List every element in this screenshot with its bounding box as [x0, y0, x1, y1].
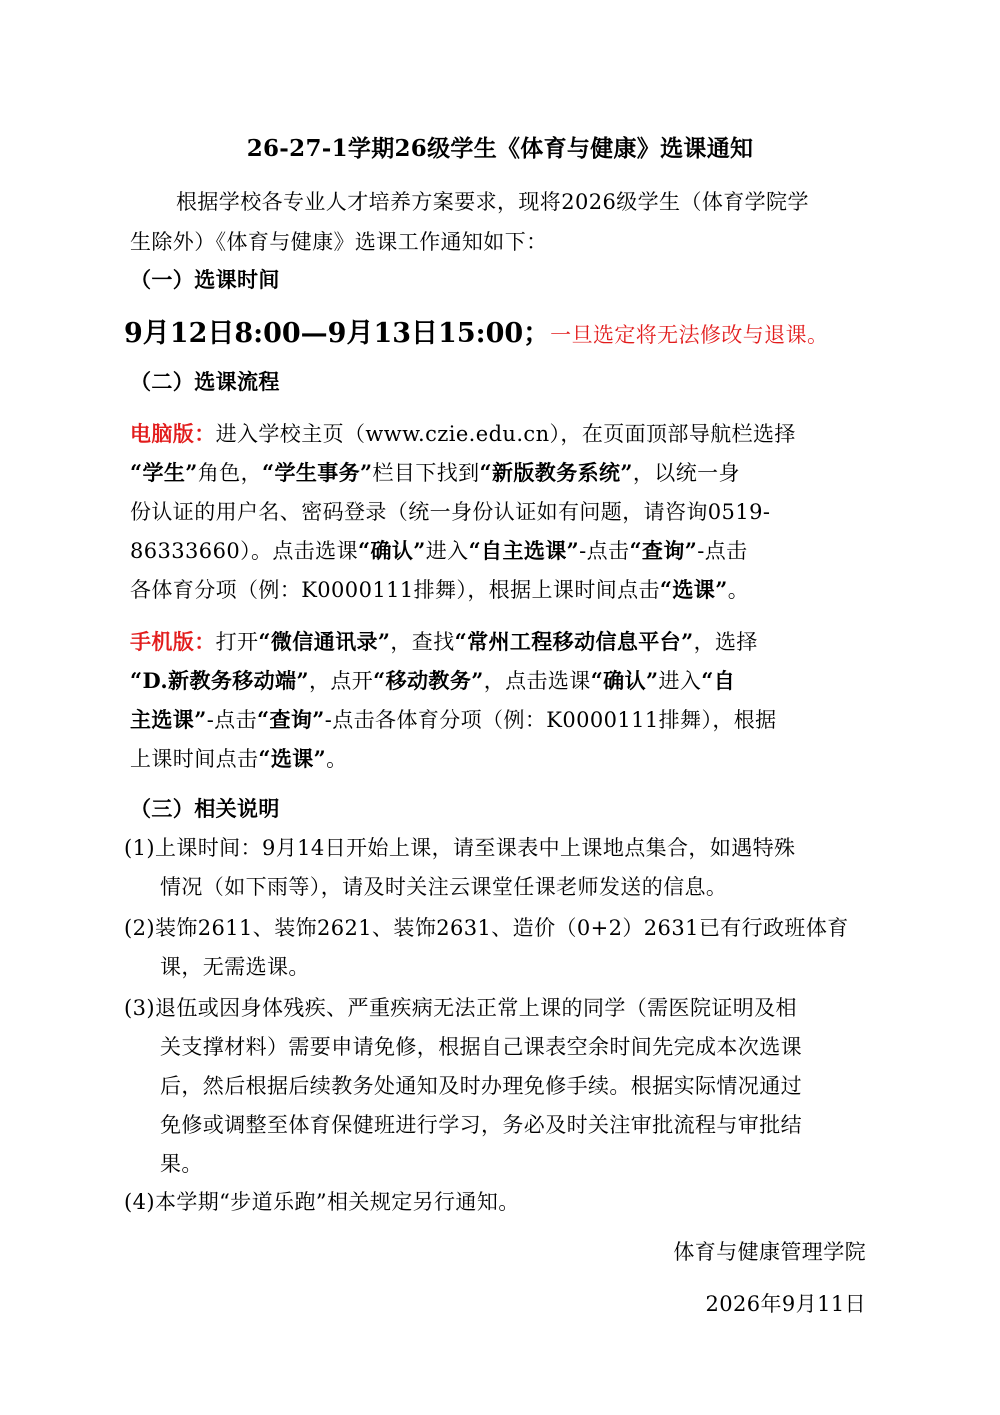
note-1-line-1: (1)上课时间：9月14日开始上课，请至课表中上课地点集合，如遇特殊: [124, 836, 796, 860]
mobile-text: 打开: [215, 630, 259, 654]
note-1-line-2: 情况（如下雨等），请及时关注云课堂任课老师发送的信息。: [160, 875, 728, 899]
pc-query: “查询”: [629, 538, 698, 563]
pc-label: 电脑版：: [130, 421, 216, 446]
selection-time: [124, 317, 864, 353]
mobile-text: ，点击选课: [483, 669, 591, 693]
mobile-text: ，查找: [390, 630, 455, 654]
section1-heading: （一）选课时间: [130, 267, 280, 292]
intro-line-1: 根据学校各专业人才培养方案要求，现将2026级学生（体育学院学: [176, 190, 809, 214]
pc-confirm: “确认”: [358, 538, 426, 563]
pc-student-affairs: “学生事务”: [261, 460, 373, 485]
pc-line-2: [130, 459, 870, 487]
mobile-label: 手机版：: [130, 629, 216, 654]
note-3-line-3: 后，然后根据后续教务处通知及时办理免修手续。根据实际情况通过: [160, 1074, 802, 1098]
mobile-self-select-end: 主选课”: [130, 707, 207, 732]
mobile-select-course: “选课”: [258, 746, 327, 771]
mobile-query: “查询”: [256, 707, 325, 732]
pc-text: ，以统一身: [632, 461, 740, 485]
signature-date: 2026年9月11日: [705, 1292, 866, 1316]
pc-select-course: “选课”: [659, 577, 728, 602]
mobile-confirm: “确认”: [590, 668, 659, 693]
mobile-text: -点击各体育分项（例：K0000111排舞），根据: [324, 708, 777, 732]
pc-text: 进入: [425, 539, 469, 563]
pc-text: 栏目下找到: [372, 461, 480, 485]
pc-text: 86333660）。点击选课: [130, 539, 358, 563]
mobile-line-4: [130, 745, 870, 773]
pc-text: 进入学校主页（www.czie.edu.cn），在页面顶部导航栏选择: [215, 422, 796, 446]
note-3-line-1: (3)退伍或因身体残疾、严重疾病无法正常上课的同学（需医院证明及相: [124, 996, 797, 1020]
mobile-self-select-start: “自: [701, 668, 736, 693]
mobile-affairs: “移动教务”: [373, 668, 484, 693]
selection-warning: 一旦选定将无法修改与退课。: [550, 323, 829, 347]
mobile-text: ，选择: [693, 630, 758, 654]
mobile-new-client: “D.新教务移动端”: [130, 668, 309, 693]
mobile-text: -点击: [206, 708, 257, 732]
mobile-text: 上课时间点击: [130, 747, 259, 771]
pc-self-select: “自主选课”: [468, 538, 580, 563]
pc-new-system: “新版教务系统”: [479, 460, 633, 485]
mobile-text: ，点开: [308, 669, 374, 693]
pc-text: -点击: [579, 539, 630, 563]
pc-line-1: [130, 420, 870, 448]
intro-line-2: 生除外）《体育与健康》选课工作通知如下：: [130, 230, 548, 254]
selection-time-range: 9月12日8:00—9月13日15:00；: [124, 318, 551, 349]
mobile-wechat-contacts: “微信通讯录”: [258, 629, 391, 654]
note-4-line-1: (4)本学期“步道乐跑”相关规定另行通知。: [124, 1190, 520, 1214]
mobile-line-2: [130, 667, 870, 695]
mobile-platform: “常州工程移动信息平台”: [454, 629, 694, 654]
pc-line-5: [130, 576, 870, 604]
pc-text: -点击: [697, 539, 748, 563]
section3-heading: （三）相关说明: [130, 796, 280, 821]
mobile-line-1: [130, 628, 870, 656]
document-title: 26-27-1学期26级学生《体育与健康》选课通知: [246, 135, 754, 162]
mobile-text: 。: [326, 747, 348, 771]
note-3-line-5: 果。: [160, 1152, 203, 1176]
pc-text: 角色，: [197, 461, 262, 485]
pc-line-4: [130, 537, 870, 565]
note-2-line-1: (2)装饰2611、装饰2621、装饰2631、造价（0+2）2631已有行政班体育: [124, 916, 849, 940]
pc-student-role: “学生”: [130, 460, 198, 485]
pc-line-3: 份认证的用户名、密码登录（统一身份认证如有问题，请咨询0519-: [130, 500, 771, 524]
note-3-line-2: 关支撑材料）需要申请免修，根据自己课表空余时间先完成本次选课: [160, 1035, 802, 1059]
pc-text: 各体育分项（例：K0000111排舞），根据上课时间点击: [130, 578, 660, 602]
section2-heading: （二）选课流程: [130, 369, 280, 394]
mobile-text: 进入: [658, 669, 702, 693]
mobile-line-3: [130, 706, 870, 734]
note-3-line-4: 免修或调整至体育保健班进行学习，务必及时关注审批流程与审批结: [160, 1113, 802, 1137]
note-2-line-2: 课，无需选课。: [160, 955, 310, 979]
signature-org: 体育与健康管理学院: [673, 1240, 866, 1264]
pc-text: 。: [727, 578, 750, 602]
